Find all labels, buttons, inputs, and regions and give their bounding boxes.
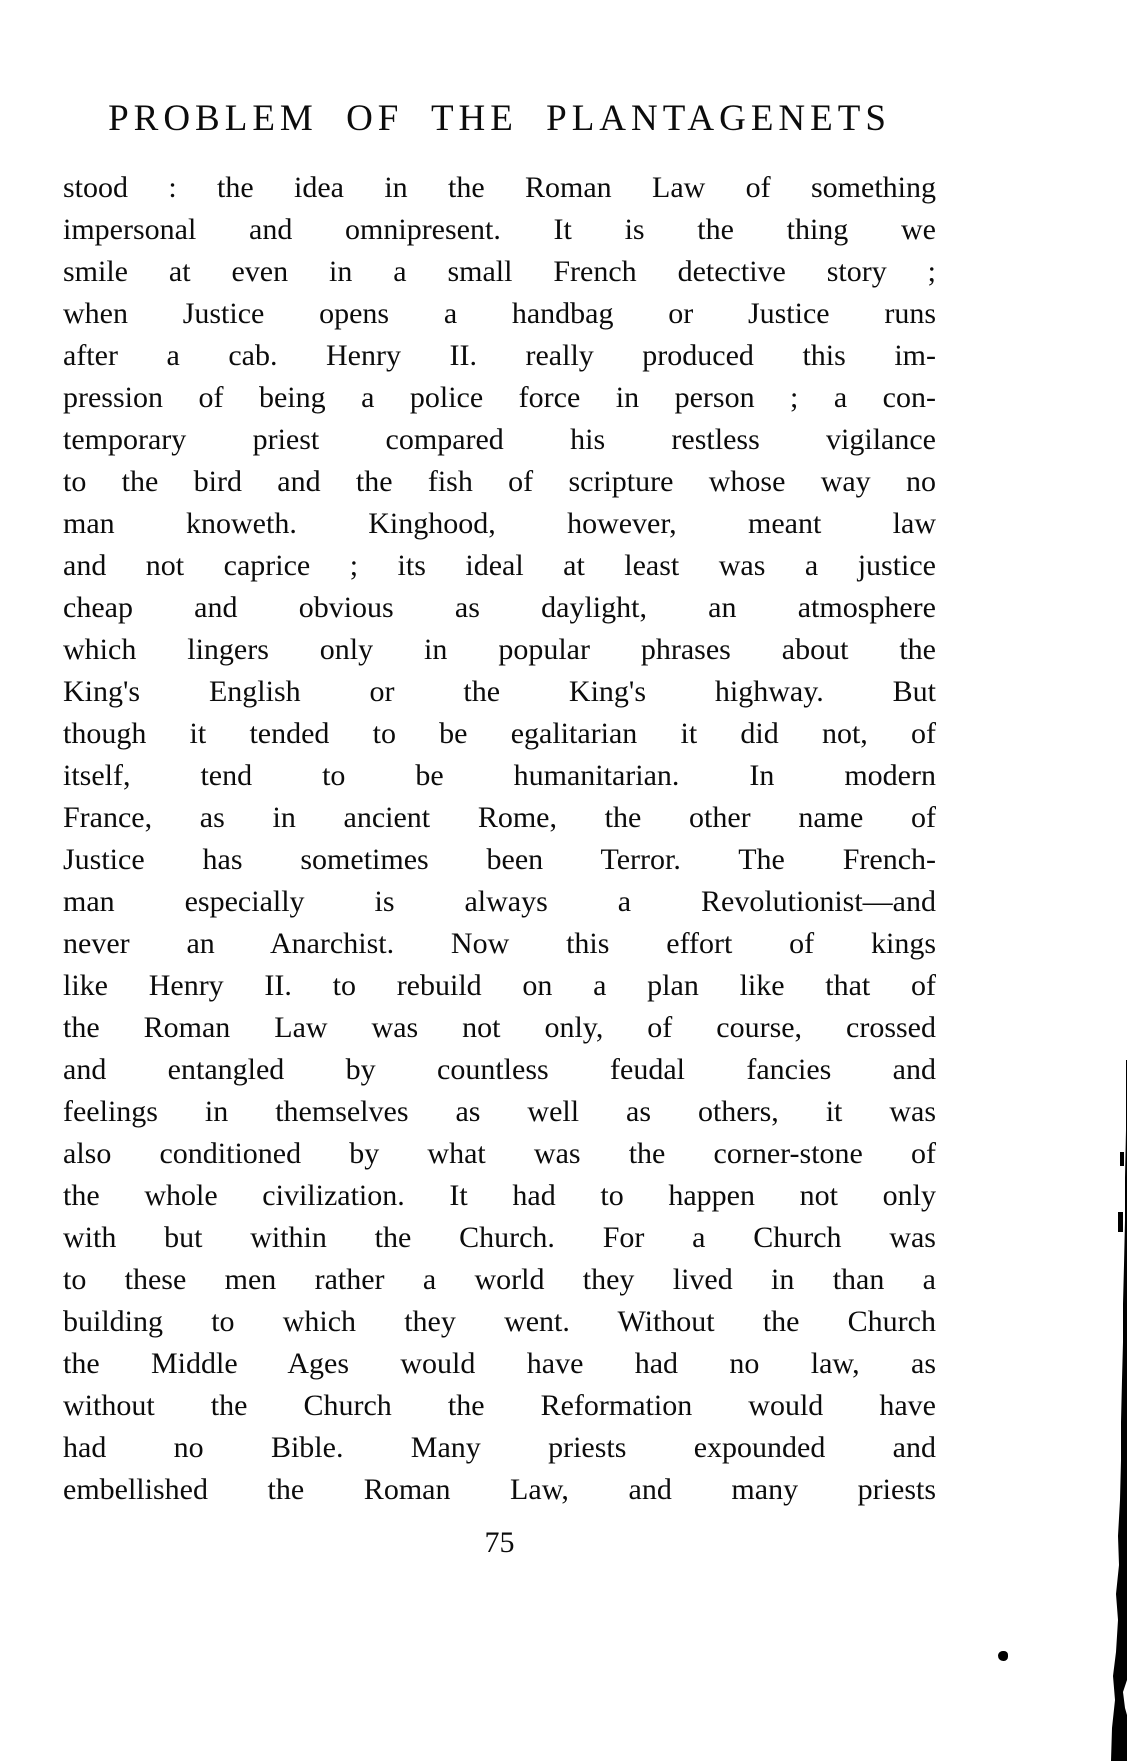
page-number: 75	[484, 1526, 515, 1559]
text-line: cheap and obvious as daylight, an atmosphere	[63, 591, 936, 624]
text-line: with but within the Church. For a Church was	[63, 1221, 936, 1254]
text-line: itself, tend to be humanitarian. In modern	[63, 759, 936, 792]
text-line: building to which they went. Without the Church	[63, 1305, 936, 1338]
text-line: the Middle Ages would have had no law, as	[63, 1347, 936, 1380]
running-head: PROBLEM OF THE PLANTAGENETS	[108, 98, 891, 139]
text-line: also conditioned by what was the corner-stone of	[63, 1137, 936, 1170]
text-line: smile at even in a small French detective story ;	[63, 255, 936, 288]
text-line: though it tended to be egalitarian it did not, of	[63, 717, 936, 750]
text-line: temporary priest compared his restless vigilance	[63, 423, 936, 456]
text-line: Justice has sometimes been Terror. The French-	[63, 843, 936, 876]
text-line: without the Church the Reformation would have	[63, 1389, 936, 1422]
scan-edge-tick	[1118, 1212, 1123, 1232]
text-line: pression of being a police force in person ; a con-	[63, 381, 936, 414]
text-line: man especially is always a Revolutionist—and	[63, 885, 936, 918]
text-line: had no Bible. Many priests expounded and	[63, 1431, 936, 1464]
body-text	[63, 167, 936, 1511]
text-line: and not caprice ; its ideal at least was a justice	[63, 549, 936, 582]
ink-speck-artifact	[998, 1651, 1008, 1661]
text-line: to the bird and the fish of scripture whose way no	[63, 465, 936, 498]
text-line: feelings in themselves as well as others, it was	[63, 1095, 936, 1128]
text-line: impersonal and omnipresent. It is the thing we	[63, 213, 936, 246]
scan-edge-tick	[1120, 1152, 1124, 1166]
text-line: never an Anarchist. Now this effort of kings	[63, 927, 936, 960]
text-line: which lingers only in popular phrases about the	[63, 633, 936, 666]
text-line: when Justice opens a handbag or Justice runs	[63, 297, 936, 330]
text-line: after a cab. Henry II. really produced this im-	[63, 339, 936, 372]
text-line: France, as in ancient Rome, the other name of	[63, 801, 936, 834]
text-line: and entangled by countless feudal fancies and	[63, 1053, 936, 1086]
text-line: King's English or the King's highway. But	[63, 675, 936, 708]
text-line: like Henry II. to rebuild on a plan like that of	[63, 969, 936, 1002]
text-line: the whole civilization. It had to happen not only	[63, 1179, 936, 1212]
text-line: embellished the Roman Law, and many priests	[63, 1473, 936, 1506]
text-line: stood : the idea in the Roman Law of something	[63, 171, 936, 204]
text-line: man knoweth. Kinghood, however, meant law	[63, 507, 936, 540]
text-line: to these men rather a world they lived in than a	[63, 1263, 936, 1296]
text-line: the Roman Law was not only, of course, crossed	[63, 1011, 936, 1044]
